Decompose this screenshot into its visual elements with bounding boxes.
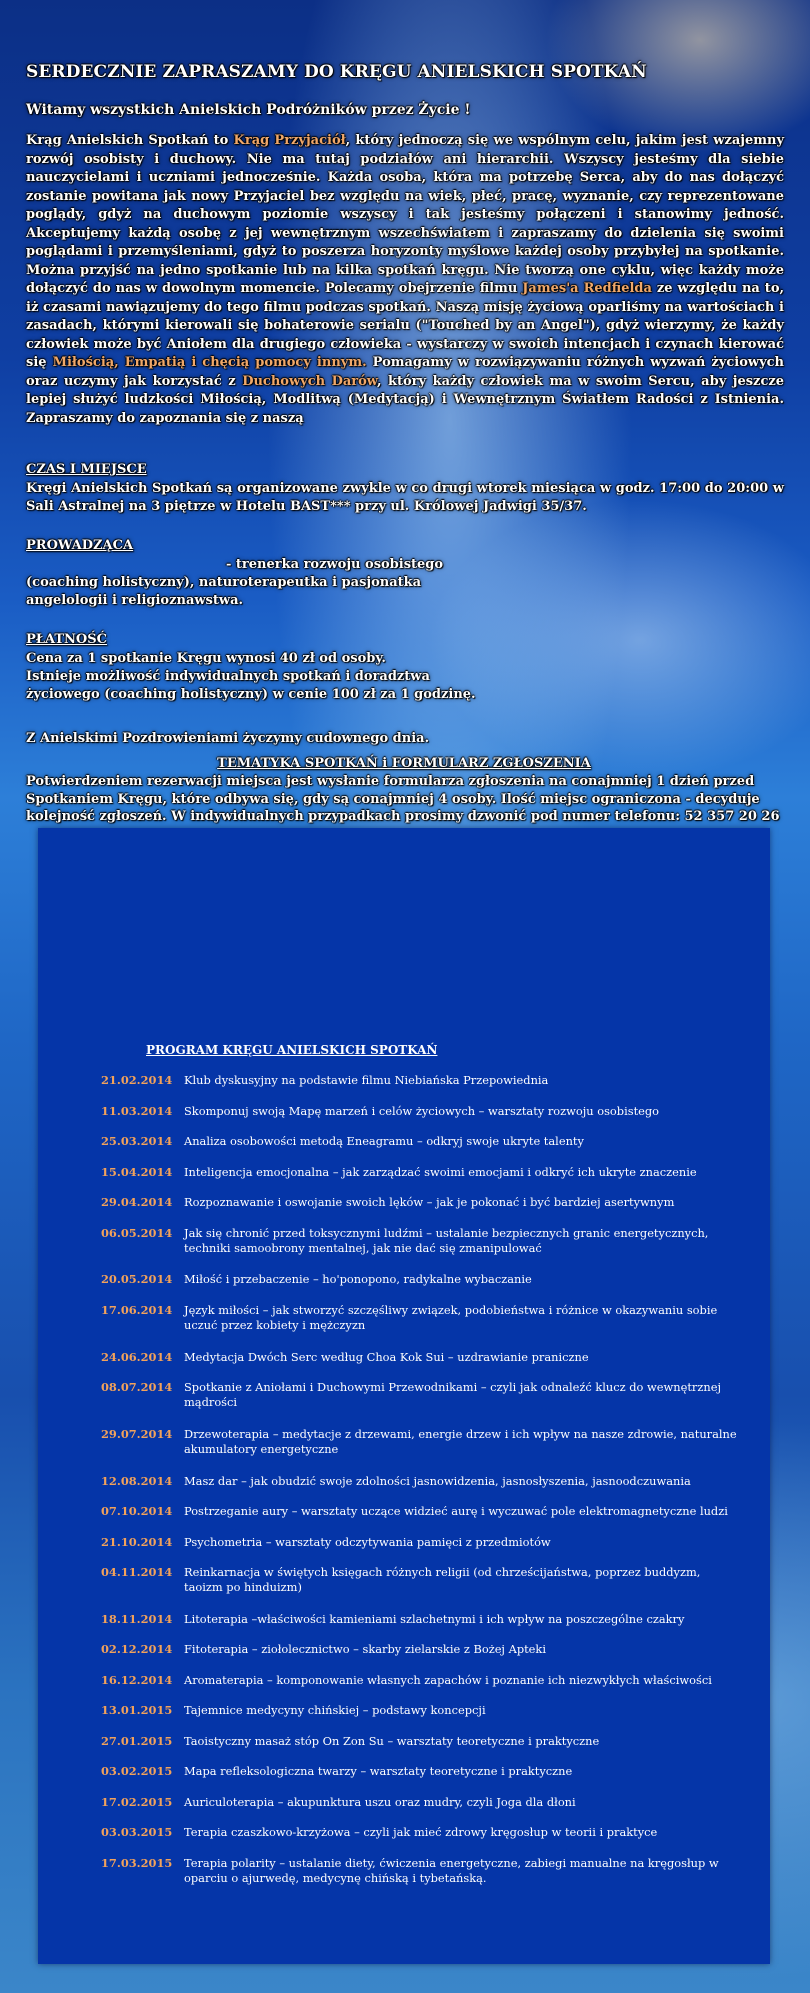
host-line-1: - trenerka rozwoju osobistego xyxy=(226,557,444,572)
intro-text-3: ze względu na to, iż czasami nawiązujemy do tego filmu podczas spotkań. Naszą misję życiową oparliśmy na wartościach i zasadach, którymi kierowali się bohaterowie serialu ("Touched by an Angel"), gdyż wierzymy, że każdy człowiek może być Aniołem dla drugiego człowieka - wystarczy w swoich intencjach i czynach kierować się xyxy=(26,281,785,370)
program-topic: Litoterapia –właściwości kamieniami szlachetnymi i ich wpływ na poszczególne czakry xyxy=(184,1612,685,1626)
program-date: 17.03.2015 xyxy=(101,1856,173,1870)
program-date: 29.07.2014 xyxy=(101,1427,173,1441)
friends-link[interactable]: Krąg Przyjaciół xyxy=(233,133,346,148)
confirm-text: Potwierdzeniem rezerwacji miejsca jest wysłanie formularza zgłoszenia na conajmniej 1 dzień przed Spotkaniem Kręgu, które odbywa się, gdy są conajmniej 4 osoby. Ilość miejsc ograniczona - decyduje kolejność zgłoszeń. W indywidualnych przypadkach prosimy dzwonić pod numer telefonu: 52 357 20 26 xyxy=(26,774,780,824)
program-title: PROGRAM KRĘGU ANIELSKICH SPOTKAŃ xyxy=(146,1043,438,1057)
program-date: 15.04.2014 xyxy=(101,1165,173,1179)
payment-body xyxy=(26,650,784,704)
program-topic: Reinkarnacja w świętych księgach różnych religii (od chrześcijaństwa, poprzez buddyzm, taoizm po hinduizm) xyxy=(184,1565,701,1594)
program-topic: Klub dyskusyjny na podstawie filmu Niebiańska Przepowiednia xyxy=(184,1073,549,1087)
program-date: 11.03.2014 xyxy=(101,1104,173,1118)
program-date: 03.02.2015 xyxy=(101,1764,173,1778)
program-topic: Spotkanie z Aniołami i Duchowymi Przewodnikami – czyli jak odnaleźć klucz do wewnętrznej mądrości xyxy=(184,1380,721,1409)
program-topic: Drzewoterapia – medytacje z drzewami, energie drzew i ich wpływ na nasze zdrowie, naturalne akumulatory energetyczne xyxy=(184,1427,737,1456)
program-date: 12.08.2014 xyxy=(101,1474,173,1488)
program-date: 03.03.2015 xyxy=(101,1825,173,1839)
form-link[interactable]: TEMATYKA SPOTKAŃ i FORMULARZ ZGŁOSZENIA xyxy=(217,756,591,771)
intro-text-4: Pomagamy w rozwiązywaniu różnych wyzwań życiowych oraz uczymy jak korzystać z xyxy=(26,355,784,389)
program-date: 13.01.2015 xyxy=(101,1703,173,1717)
program-topic: Inteligencja emocjonalna – jak zarządzać swoimi emocjami i odkryć ich ukryte znaczenie xyxy=(184,1165,697,1179)
place-title: CZAS I MIEJSCE xyxy=(26,462,147,477)
intro-section xyxy=(24,62,784,826)
program-date: 29.04.2014 xyxy=(101,1195,173,1209)
program-date: 24.06.2014 xyxy=(101,1350,173,1364)
values-link[interactable]: Miłością, Empatią i chęcią pomocy innym. xyxy=(52,355,367,370)
program-date: 21.02.2014 xyxy=(101,1073,173,1087)
payment-line-3: życiowego (coaching holistyczny) w cenie 100 zł za 1 godzinę. xyxy=(26,687,476,702)
program-topic: Taoistyczny masaż stóp On Zon Su – warsztaty teoretyczne i praktyczne xyxy=(184,1734,600,1748)
program-topic: Skomponuj swoją Mapę marzeń i celów życiowych – warsztaty rozwoju osobistego xyxy=(184,1104,660,1118)
program-topic: Mapa refleksologiczna twarzy – warsztaty teoretyczne i praktyczne xyxy=(184,1764,573,1778)
intro-text-5: , który każdy człowiek ma w swoim Sercu, aby jeszcze lepiej służyć ludzkości Miłością, Modlitwą (Medytacją) i Wewnętrznym Światłem Radości z Istnienia. Zapraszamy do zapoznania się z naszą xyxy=(26,373,785,426)
payment-title: PŁATNOŚĆ xyxy=(26,632,107,647)
program-date: 06.05.2014 xyxy=(101,1226,173,1240)
intro-text-2: , który jednoczą się we wspólnym celu, jakim jest wzajemny rozwój osobisty i duchowy. Nie ma tutaj podziałów ani hierarchii. Wszyscy jesteśmy dla siebie nauczycielami i uczniami jednocześnie. Każda osoba, która ma potrzebę Serca, aby do nas dołączyć zostanie powitana jak nowy Przyjaciel bez względu na wiek, płeć, pracę, wyznanie, czy reprezentowane poglądy, gdyż na duchowym poziomie wszyscy i tak jesteśmy połączeni i stanowimy jedność. Akceptujemy każdą osobę z jej wewnętrznym wszechświatem i zapraszamy do dzielenia się swoimi poglądami i przemyśleniami, gdyż to poszerza horyzonty myślowe każdej osoby przybyłej na spotkanie. Można przyjść na jedno spotkanie lub na kilka spotkań kręgu. Nie tworzą one cyklu, więc każdy może dołączyć do nas w dowolnym momencie. Polecamy obejrzenie filmu xyxy=(26,133,784,296)
gifts-link[interactable]: Duchowych Darów xyxy=(242,373,377,389)
program-date: 17.02.2015 xyxy=(101,1795,173,1809)
page-title: SERDECZNIE ZAPRASZAMY DO KRĘGU ANIELSKICH SPOTKAŃ xyxy=(26,62,647,82)
program-date: 20.05.2014 xyxy=(101,1272,173,1286)
program-topic: Masz dar – jak obudzić swoje zdolności jasnowidzenia, jasnosłyszenia, jasnoodczuwania xyxy=(184,1474,691,1488)
host-body xyxy=(26,556,784,610)
program-topic: Jak się chronić przed toksycznymi ludźmi – ustalanie bezpiecznych granic energetycznych, techniki samoobrony mentalnej, jak nie dać się zmanipulować xyxy=(184,1226,709,1255)
payment-line-2: Istnieje możliwość indywidualnych spotkań i doradztwa xyxy=(26,669,430,684)
host-title: PROWADZĄCA xyxy=(26,538,134,553)
program-topic: Medytacja Dwóch Serc według Choa Kok Sui – uzdrawianie praniczne xyxy=(184,1350,589,1364)
welcome-text: Witamy wszystkich Anielskich Podróżników przez Życie ! xyxy=(26,102,471,118)
program-date: 16.12.2014 xyxy=(101,1673,173,1687)
program-date: 18.11.2014 xyxy=(101,1612,173,1626)
program-date: 02.12.2014 xyxy=(101,1642,173,1656)
program-topic: Tajemnice medycyny chińskiej – podstawy koncepcji xyxy=(184,1703,486,1717)
program-topic: Fitoterapia – ziołolecznictwo – skarby zielarskie z Bożej Apteki xyxy=(184,1642,546,1656)
program-date: 25.03.2014 xyxy=(101,1134,173,1148)
intro-text-1: Krąg Anielskich Spotkań to xyxy=(26,133,234,148)
program-topic: Aromaterapia – komponowanie własnych zapachów i poznanie ich niezwykłych właściwości xyxy=(184,1673,712,1687)
program-topic: Terapia czaszkowo-krzyżowa – czyli jak mieć zdrowy kręgosłup w teorii i praktyce xyxy=(184,1825,658,1839)
closing-text: Z Anielskimi Pozdrowieniami życzymy cudownego dnia. xyxy=(26,731,430,746)
program-date: 08.07.2014 xyxy=(101,1380,173,1394)
program-date: 21.10.2014 xyxy=(101,1535,173,1549)
program-topic: Terapia polarity – ustalanie diety, ćwiczenia energetyczne, zabiegi manualne na kręgosłup w oparciu o ajurwedę, medycynę chińską i tybetańską. xyxy=(184,1856,719,1885)
program-date: 17.06.2014 xyxy=(101,1303,173,1317)
program-topic: Analiza osobowości metodą Eneagramu – odkryj swoje ukryte talenty xyxy=(184,1134,584,1148)
program-topic: Język miłości – jak stworzyć szczęśliwy związek, podobieństwa i różnice w okazywaniu sobie uczuć przez kobiety i mężczyzn xyxy=(184,1303,718,1332)
host-line-2: (coaching holistyczny), naturoterapeutka i pasjonatka xyxy=(26,575,422,590)
payment-line-1: Cena za 1 spotkanie Kręgu wynosi 40 zł od osoby. xyxy=(26,651,386,666)
program-date: 27.01.2015 xyxy=(101,1734,173,1748)
intro-paragraph xyxy=(26,132,784,428)
host-line-3: angelologii i religioznawstwa. xyxy=(26,593,244,608)
program-topic: Rozpoznawanie i oswojanie swoich lęków – jak je pokonać i być bardziej asertywnym xyxy=(184,1195,675,1209)
film-link[interactable]: James'a Redfielda xyxy=(522,281,652,296)
program-date: 07.10.2014 xyxy=(101,1504,173,1518)
program-topic: Auriculoterapia – akupunktura uszu oraz mudry, czyli Joga dla dłoni xyxy=(184,1795,576,1809)
program-date: 04.11.2014 xyxy=(101,1565,173,1579)
place-body: Kręgi Anielskich Spotkań są organizowane zwykle w co drugi wtorek miesiąca w godz. 17:00 do 20:00 w Sali Astralnej na 3 piętrze w Hotelu BAST*** przy ul. Królowej Jadwigi 35/37. xyxy=(26,481,784,514)
program-topic: Psychometria – warsztaty odczytywania pamięci z przedmiotów xyxy=(184,1535,551,1549)
program-topic: Miłość i przebaczenie – ho'ponopono, radykalne wybaczanie xyxy=(184,1272,532,1286)
program-topic: Postrzeganie aury – warsztaty uczące widzieć aurę i wyczuwać pole elektromagnetyczne ludzi xyxy=(184,1504,728,1518)
